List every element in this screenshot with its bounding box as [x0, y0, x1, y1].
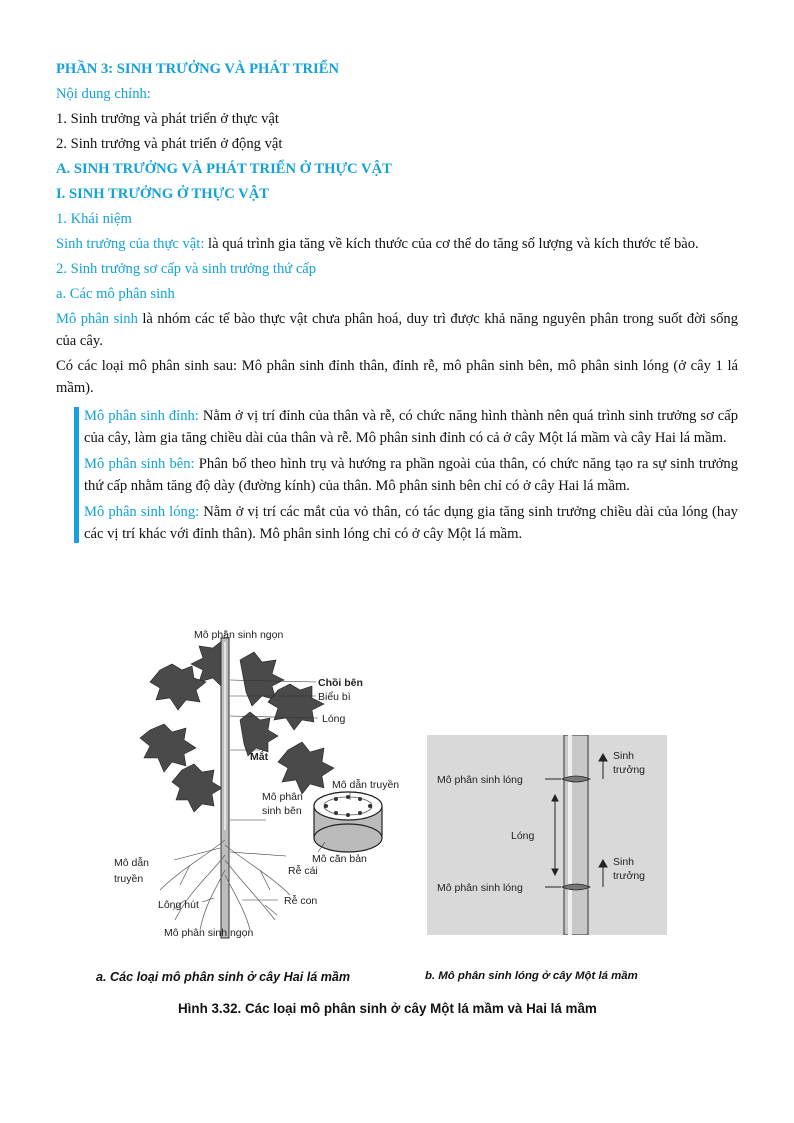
- note-lateral-term: Mô phân sinh bên:: [84, 456, 195, 472]
- note-apical: [84, 405, 738, 449]
- definition-text: là quá trình gia tăng về kích thước của cơ thể do tăng số lượng và kích thước tế bào.: [204, 236, 699, 252]
- note-block: [74, 405, 738, 545]
- label-root-hair: Lông hút: [158, 899, 199, 911]
- section-i-heading: I. SINH TRƯỞNG Ở THỰC VẬT: [56, 186, 269, 202]
- content-item-2: 2. Sinh trưởng và phát triển ở động vật: [56, 136, 283, 152]
- content-label: Nội dung chính:: [56, 86, 151, 102]
- definition-paragraph: [56, 233, 738, 255]
- label-ground-tissue: Mô căn bản: [312, 853, 367, 865]
- label-apical-meristem-bottom: Mô phân sinh ngọn: [164, 927, 254, 939]
- label-apical-meristem-top: Mô phân sinh ngọn: [194, 629, 284, 641]
- note-lateral-text: Phân bố theo hình trụ và hướng ra phần ngoài của thân, có chức năng tạo ra sự sinh trưởng thứ cấp nhằm tăng độ dày (đường kính) của thân. Mô phân sinh bên chỉ có ở cây Hai lá mầm.: [84, 456, 739, 494]
- note-apical-term: Mô phân sinh đỉnh:: [84, 408, 199, 424]
- label-vascular-1: Mô dẫn: [114, 857, 150, 869]
- note-lateral: [84, 453, 738, 497]
- figure-caption: Hình 3.32. Các loại mô phân sinh ở cây Một lá mầm và Hai lá mầm: [178, 1001, 597, 1016]
- label-taproot: Rễ cái: [288, 865, 318, 877]
- subheading-2a: a. Các mô phân sinh: [56, 286, 175, 302]
- caption-b: b. Mô phân sinh lóng ở cây Một lá mầm: [425, 970, 638, 982]
- note-apical-text: Nằm ở vị trí đỉnh của thân và rễ, có chức năng hình thành nên quá trình sinh trưởng sơ cấp của cây, làm gia tăng chiều dài của thân và rễ. Mô phân sinh đỉnh có cả ở cây Một lá mầm và cây Hai lá mầm.: [84, 408, 739, 446]
- label-lateral-bud: Chồi bên: [318, 677, 363, 689]
- label-intercalary-top: Mô phân sinh lóng: [437, 774, 523, 786]
- label-vascular-2: truyền: [114, 873, 144, 885]
- figure-3-32: [90, 620, 690, 1030]
- label-intercalary-bottom: Mô phân sinh lóng: [437, 882, 523, 894]
- subheading-1: 1. Khái niệm: [56, 211, 132, 227]
- document-page: [56, 56, 738, 549]
- label-growth-1b: trưởng: [613, 764, 646, 776]
- meristem-text: là nhóm các tế bào thực vật chưa phân hoá, duy trì được khả năng nguyên phân trong suốt đời sống của cây.: [56, 311, 738, 349]
- monocot-stem-illustration: [427, 735, 667, 935]
- note-intercalary-term: Mô phân sinh lóng:: [84, 504, 200, 520]
- label-internode: Lóng: [322, 713, 346, 725]
- bamboo-stem-icon: [562, 735, 590, 935]
- label-lateral-meristem-2: sinh bên: [262, 805, 302, 817]
- section-a-heading: A. SINH TRƯỞNG VÀ PHÁT TRIỂN Ở THỰC VẬT: [56, 161, 392, 177]
- meristem-paragraph: [56, 308, 738, 352]
- meristem-term: Mô phân sinh: [56, 311, 138, 327]
- subheading-2: 2. Sinh trưởng sơ cấp và sinh trưởng thứ cấp: [56, 261, 317, 277]
- label-growth-2a: Sinh: [613, 856, 635, 868]
- dicot-plant-illustration: [90, 620, 420, 950]
- content-item-1: 1. Sinh trưởng và phát triển ở thực vật: [56, 111, 279, 127]
- types-paragraph: Có các loại mô phân sinh sau: Mô phân sinh đỉnh thân, đỉnh rễ, mô phân sinh bên, mô phân sinh lóng (ở cây 1 lá mầm).: [56, 358, 738, 396]
- label-lateral-root: Rễ con: [284, 895, 318, 907]
- label-vascular-tissue: Mô dẫn truyền: [332, 779, 400, 791]
- leaves-icon: [140, 640, 334, 812]
- caption-a: a. Các loại mô phân sinh ở cây Hai lá mầm: [96, 970, 351, 984]
- part-heading: PHẦN 3: SINH TRƯỞNG VÀ PHÁT TRIỂN: [56, 61, 339, 77]
- definition-term: Sinh trưởng của thực vật:: [56, 236, 205, 252]
- label-growth-1a: Sinh: [613, 750, 635, 762]
- label-node: Mắt: [250, 751, 269, 763]
- label-internode-b: Lóng: [511, 830, 535, 842]
- label-epidermis: Biểu bì: [318, 691, 351, 703]
- note-intercalary: [84, 501, 738, 545]
- note-intercalary-text: Nằm ở vị trí các mắt của vỏ thân, có tác dụng gia tăng sinh trưởng chiều dài của lóng (hay các vị trí khác với đỉnh thân). Mô phân sinh lóng chỉ có ở cây Một lá mầm.: [84, 504, 738, 542]
- label-lateral-meristem-1: Mô phân: [262, 791, 303, 803]
- label-growth-2b: trưởng: [613, 870, 646, 882]
